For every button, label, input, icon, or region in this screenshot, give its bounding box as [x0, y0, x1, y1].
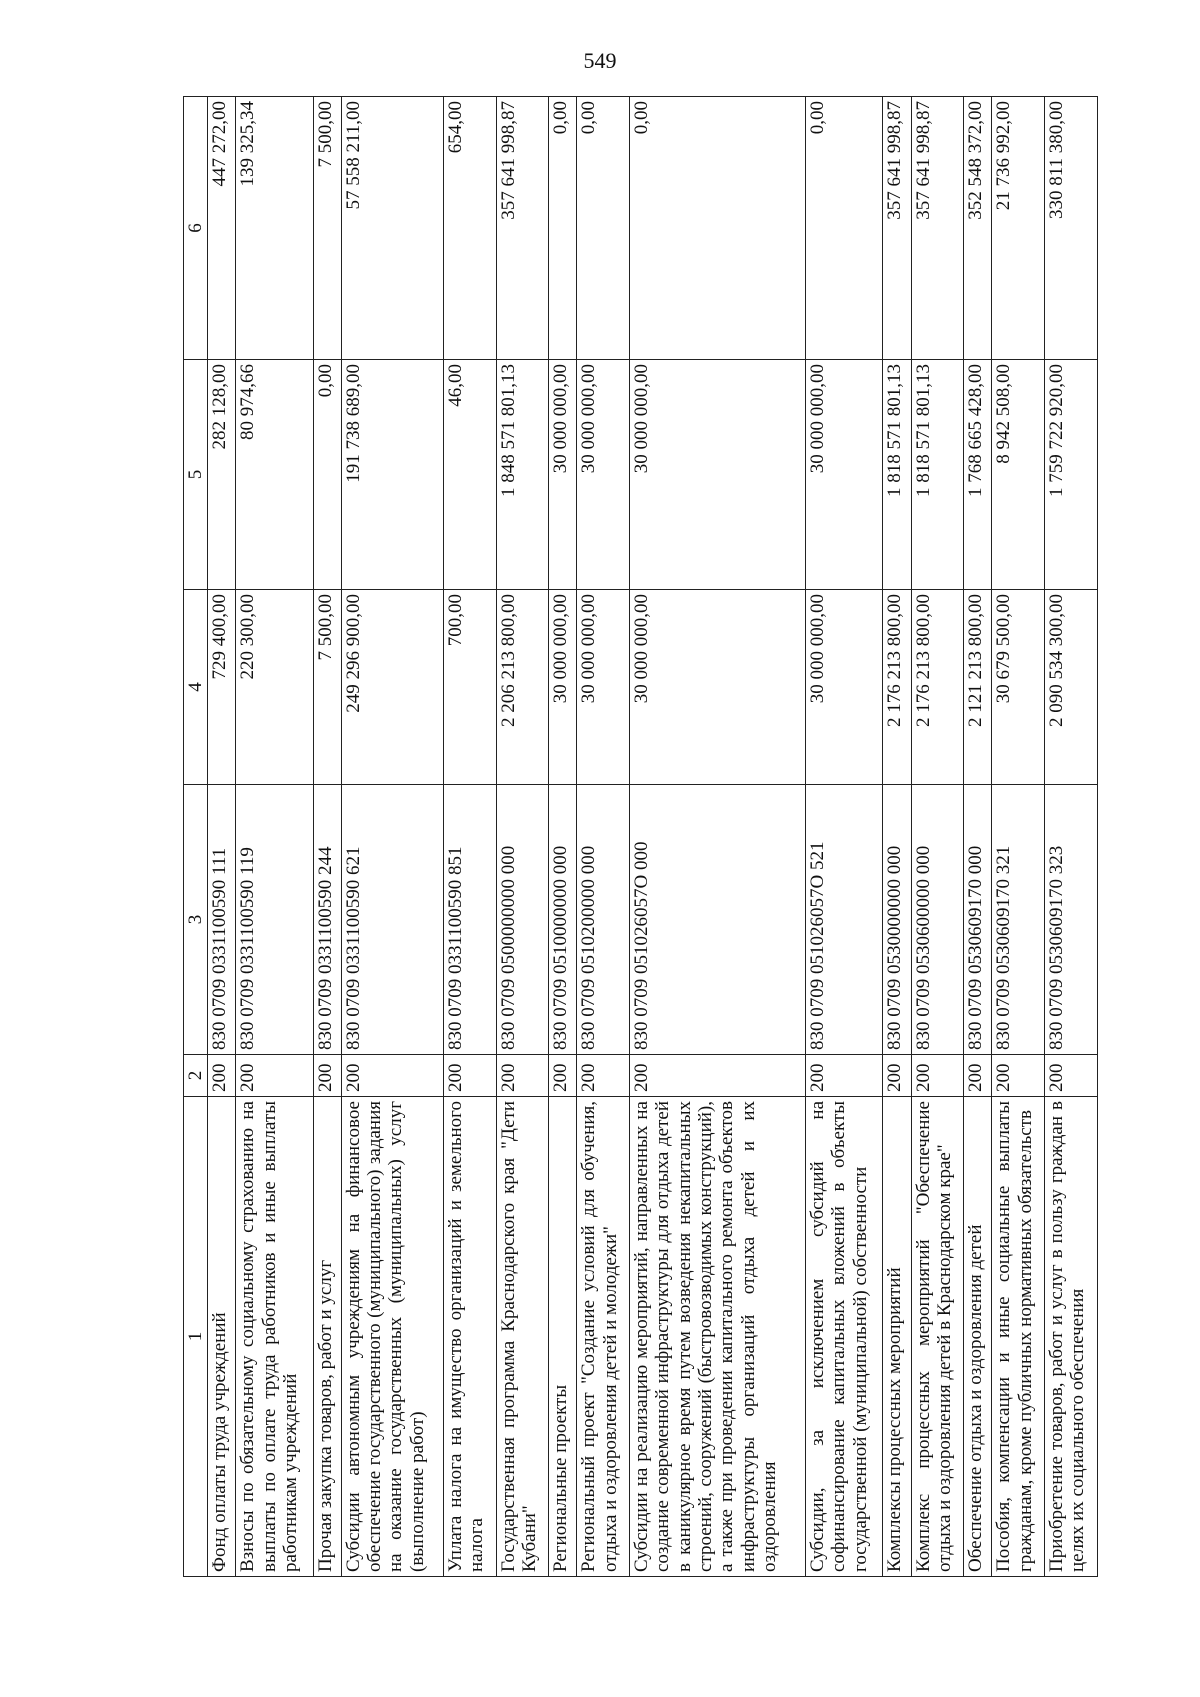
executed-cell: 1 818 571 801,13 — [883, 360, 911, 590]
name-cell: Пособия, компенсации и иные социальные выплаты гражданам, кроме публичных нормативных обязательств — [992, 1097, 1045, 1577]
remaining-cell: 0,00 — [630, 97, 806, 360]
admin-cell: 200 — [992, 1055, 1045, 1097]
code-cell: 830 0709 0331100590 621 — [341, 785, 443, 1055]
executed-cell: 80 974,66 — [236, 360, 313, 590]
code-cell: 830 0709 0530600000 000 — [911, 785, 964, 1055]
table-row — [341, 97, 443, 1577]
admin-cell: 200 — [443, 1055, 496, 1097]
table-row — [313, 97, 341, 1577]
plan-cell: 30 000 000,00 — [577, 590, 630, 785]
table-row — [577, 97, 630, 1577]
admin-cell: 200 — [496, 1055, 549, 1097]
code-cell: 830 0709 0500000000 000 — [496, 785, 549, 1055]
admin-cell: 200 — [964, 1055, 992, 1097]
name-cell: Взносы по обязательному социальному страхованию на выплаты по оплате труда работников и иные выплаты работникам учреждений — [236, 1097, 313, 1577]
table-row — [496, 97, 549, 1577]
table-row — [443, 97, 496, 1577]
name-cell: Региональный проект "Создание условий для обучения, отдыха и оздоровления детей и молодежи" — [577, 1097, 630, 1577]
name-cell: Уплата налога на имущество организаций и земельного налога — [443, 1097, 496, 1577]
admin-cell: 200 — [883, 1055, 911, 1097]
code-cell: 830 0709 0530609170 321 — [992, 785, 1045, 1055]
admin-cell: 200 — [911, 1055, 964, 1097]
remaining-cell: 330 811 380,00 — [1045, 97, 1098, 360]
remaining-cell: 57 558 211,00 — [341, 97, 443, 360]
code-cell: 830 0709 0331100590 851 — [443, 785, 496, 1055]
remaining-cell: 0,00 — [549, 97, 577, 360]
header-col-3: 3 — [184, 785, 208, 1055]
name-cell: Субсидии на реализацию мероприятий, направленных на создание современной инфраструктуры для отдыха детей в каникулярное время путем возведения некапитальных строений, сооружений (быстровозводимых конструкций), а также при проведении капитального ремонта объектов инфраструктуры организаций отдыха детей и их оздоровления — [630, 1097, 806, 1577]
table-header-row — [184, 97, 208, 1577]
code-cell: 830 0709 051026057О 521 — [806, 785, 883, 1055]
plan-cell: 2 206 213 800,00 — [496, 590, 549, 785]
executed-cell: 30 000 000,00 — [630, 360, 806, 590]
executed-cell: 1 818 571 801,13 — [911, 360, 964, 590]
plan-cell: 249 296 900,00 — [341, 590, 443, 785]
table-row — [630, 97, 806, 1577]
code-cell: 830 0709 0331100590 111 — [208, 785, 236, 1055]
name-cell: Прочая закупка товаров, работ и услуг — [313, 1097, 341, 1577]
code-cell: 830 0709 0331100590 244 — [313, 785, 341, 1055]
admin-cell: 200 — [236, 1055, 313, 1097]
name-cell: Комплекс процессных мероприятий "Обеспечение отдыха и оздоровления детей в Краснодарском крае" — [911, 1097, 964, 1577]
admin-cell: 200 — [1045, 1055, 1098, 1097]
executed-cell: 30 000 000,00 — [549, 360, 577, 590]
table-row — [883, 97, 911, 1577]
admin-cell: 200 — [806, 1055, 883, 1097]
header-col-2: 2 — [184, 1055, 208, 1097]
page-number: 549 — [583, 48, 617, 73]
plan-cell: 30 000 000,00 — [549, 590, 577, 785]
executed-cell: 8 942 508,00 — [992, 360, 1045, 590]
table-row — [992, 97, 1045, 1577]
plan-cell: 30 679 500,00 — [992, 590, 1045, 785]
budget-table — [183, 96, 1098, 1577]
code-cell: 830 0709 0331100590 119 — [236, 785, 313, 1055]
plan-cell: 729 400,00 — [208, 590, 236, 785]
admin-cell: 200 — [341, 1055, 443, 1097]
name-cell: Государственная программа Краснодарского края "Дети Кубани" — [496, 1097, 549, 1577]
executed-cell: 1 768 665 428,00 — [964, 360, 992, 590]
remaining-cell: 357 641 998,87 — [883, 97, 911, 360]
table-row — [964, 97, 992, 1577]
name-cell: Региональные проекты — [549, 1097, 577, 1577]
table-row — [806, 97, 883, 1577]
plan-cell: 2 176 213 800,00 — [911, 590, 964, 785]
table-row — [236, 97, 313, 1577]
remaining-cell: 357 641 998,87 — [911, 97, 964, 360]
plan-cell: 220 300,00 — [236, 590, 313, 785]
admin-cell: 200 — [313, 1055, 341, 1097]
plan-cell: 700,00 — [443, 590, 496, 785]
table-row — [549, 97, 577, 1577]
executed-cell: 1 848 571 801,13 — [496, 360, 549, 590]
table-row — [911, 97, 964, 1577]
table-body — [208, 97, 1098, 1577]
plan-cell: 2 176 213 800,00 — [883, 590, 911, 785]
code-cell: 830 0709 0510000000 000 — [549, 785, 577, 1055]
header-col-6: 6 — [184, 97, 208, 360]
code-cell: 830 0709 0530000000 000 — [883, 785, 911, 1055]
remaining-cell: 447 272,00 — [208, 97, 236, 360]
plan-cell: 2 090 534 300,00 — [1045, 590, 1098, 785]
admin-cell: 200 — [549, 1055, 577, 1097]
name-cell: Комплексы процессных мероприятий — [883, 1097, 911, 1577]
executed-cell: 191 738 689,00 — [341, 360, 443, 590]
remaining-cell: 654,00 — [443, 97, 496, 360]
table-row — [208, 97, 236, 1577]
admin-cell: 200 — [630, 1055, 806, 1097]
header-col-5: 5 — [184, 360, 208, 590]
plan-cell: 2 121 213 800,00 — [964, 590, 992, 785]
executed-cell: 1 759 722 920,00 — [1045, 360, 1098, 590]
name-cell: Фонд оплаты труда учреждений — [208, 1097, 236, 1577]
header-col-1: 1 — [184, 1097, 208, 1577]
executed-cell: 30 000 000,00 — [806, 360, 883, 590]
rotated-table-container — [183, 97, 1098, 1577]
executed-cell: 282 128,00 — [208, 360, 236, 590]
name-cell: Субсидии, за исключением субсидий на софинансирование капитальных вложений в объекты государственной (муниципальной) собственности — [806, 1097, 883, 1577]
executed-cell: 46,00 — [443, 360, 496, 590]
remaining-cell: 357 641 998,87 — [496, 97, 549, 360]
remaining-cell: 0,00 — [806, 97, 883, 360]
plan-cell: 7 500,00 — [313, 590, 341, 785]
plan-cell: 30 000 000,00 — [630, 590, 806, 785]
remaining-cell: 7 500,00 — [313, 97, 341, 360]
remaining-cell: 352 548 372,00 — [964, 97, 992, 360]
remaining-cell: 21 736 992,00 — [992, 97, 1045, 360]
admin-cell: 200 — [208, 1055, 236, 1097]
code-cell: 830 0709 0530609170 000 — [964, 785, 992, 1055]
code-cell: 830 0709 051026057О 000 — [630, 785, 806, 1055]
table-row — [1045, 97, 1098, 1577]
name-cell: Субсидии автономным учреждениям на финансовое обеспечение государственного (муниципального) задания на оказание государственных (муниципальных) услуг (выполнение работ) — [341, 1097, 443, 1577]
name-cell: Приобретение товаров, работ и услуг в пользу граждан в целях их социального обеспечения — [1045, 1097, 1098, 1577]
executed-cell: 0,00 — [313, 360, 341, 590]
executed-cell: 30 000 000,00 — [577, 360, 630, 590]
name-cell: Обеспечение отдыха и оздоровления детей — [964, 1097, 992, 1577]
code-cell: 830 0709 0530609170 323 — [1045, 785, 1098, 1055]
code-cell: 830 0709 0510200000 000 — [577, 785, 630, 1055]
remaining-cell: 139 325,34 — [236, 97, 313, 360]
admin-cell: 200 — [577, 1055, 630, 1097]
header-col-4: 4 — [184, 590, 208, 785]
remaining-cell: 0,00 — [577, 97, 630, 360]
plan-cell: 30 000 000,00 — [806, 590, 883, 785]
